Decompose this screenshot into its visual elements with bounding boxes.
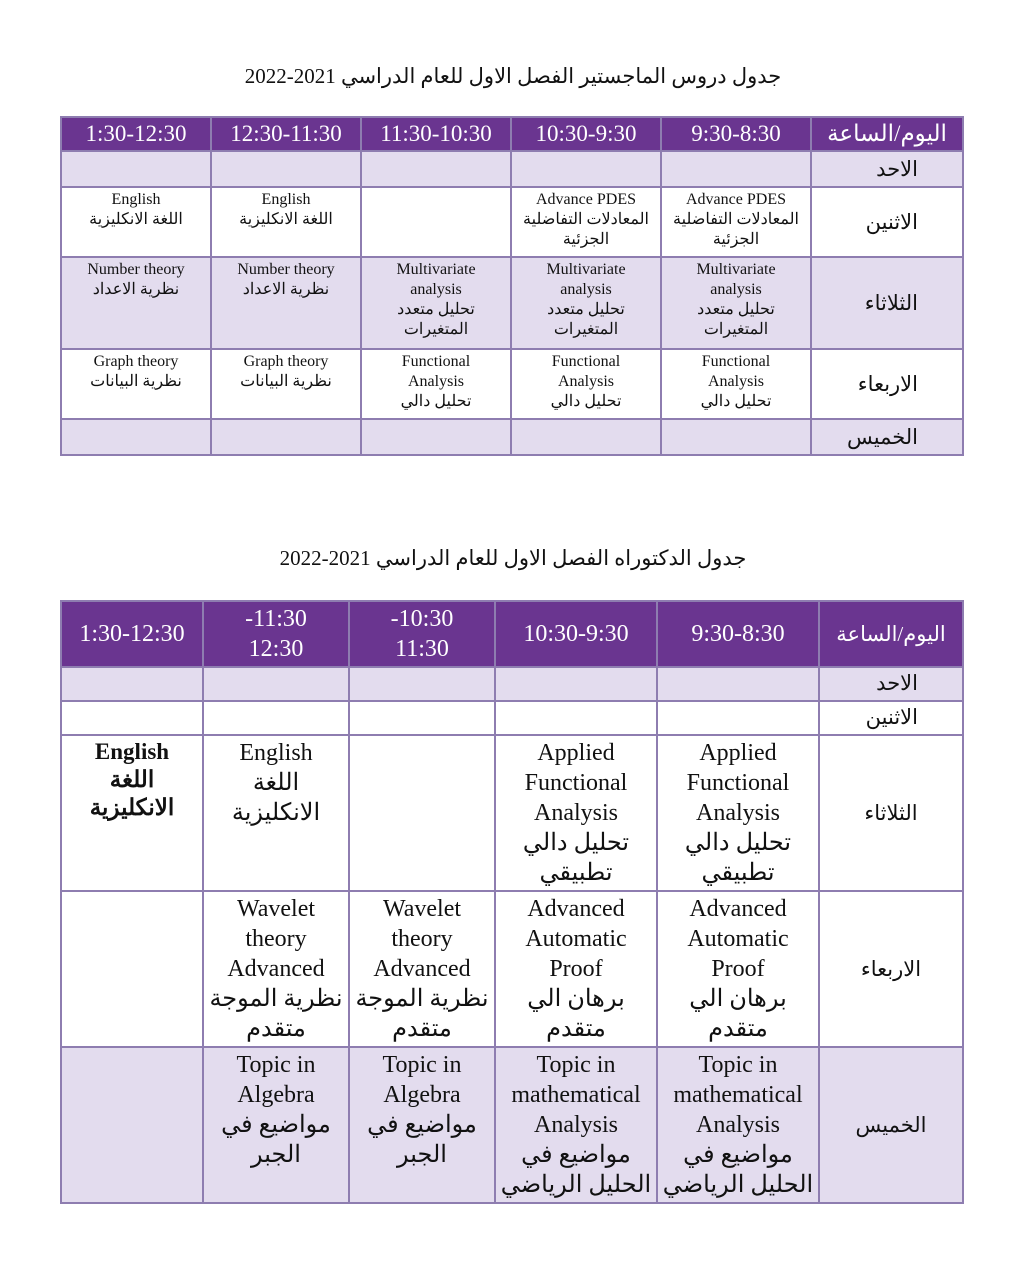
cell-line: Algebra xyxy=(383,1082,461,1108)
doctorate-schedule-table xyxy=(60,600,964,1204)
cell-line: Applied xyxy=(537,740,615,766)
cell-line: اللغة الانكليزية xyxy=(239,211,333,228)
empty-cell xyxy=(349,667,495,701)
table-row xyxy=(61,735,963,891)
cell-line: تطبيقي xyxy=(701,860,775,886)
course-cell xyxy=(495,735,657,891)
cell-line: برهان الي متقدم xyxy=(527,986,625,1042)
cell-line: theory xyxy=(391,926,453,952)
cell-line: متقدم xyxy=(392,1016,452,1042)
empty-cell xyxy=(657,667,819,701)
cell-line: Analysis xyxy=(534,800,618,826)
cell-line: Advance PDES xyxy=(536,191,636,208)
cell-line: Topic in xyxy=(236,1052,316,1078)
day-label: الاثنين xyxy=(819,701,963,735)
cell-line: Graph theory xyxy=(93,353,179,370)
header-time-slot xyxy=(61,601,203,667)
cell-line: متقدم xyxy=(246,1016,306,1042)
course-cell xyxy=(203,735,349,891)
header-time-slot: 9:30-8:30 xyxy=(661,117,811,151)
empty-cell xyxy=(349,701,495,735)
empty-cell xyxy=(511,419,661,455)
empty-cell xyxy=(61,151,211,187)
master-schedule-title: جدول دروس الماجستير الفصل الاول للعام الدراسي 2021-2022 xyxy=(244,64,782,88)
cell-line: اللغة xyxy=(109,767,155,792)
cell-line: Algebra xyxy=(237,1082,315,1108)
course-cell xyxy=(349,891,495,1047)
day-label: الثلاثاء xyxy=(811,257,963,349)
table-row xyxy=(61,257,963,349)
day-label: الاحد xyxy=(819,667,963,701)
course-cell xyxy=(657,891,819,1047)
cell-line: مواضيع في xyxy=(221,1112,331,1138)
cell-line: Graph theory xyxy=(243,353,329,370)
header-time-slot: 11:30-10:30 xyxy=(361,117,511,151)
empty-cell xyxy=(657,701,819,735)
table-row xyxy=(61,151,963,187)
cell-line: برهان الي متقدم xyxy=(689,986,787,1042)
empty-cell xyxy=(661,419,811,455)
header-line: 11:30 xyxy=(395,636,449,662)
course-cell xyxy=(657,735,819,891)
day-label: الثلاثاء xyxy=(819,735,963,891)
cell-line: Advanced xyxy=(527,896,625,922)
cell-line: Analysis xyxy=(708,373,764,390)
cell-line: mathematical xyxy=(673,1082,803,1108)
cell-line: theory xyxy=(245,926,307,952)
course-cell xyxy=(61,257,211,349)
cell-line: الحليل الرياضي xyxy=(500,1172,652,1198)
empty-cell xyxy=(495,701,657,735)
day-label: الاثنين xyxy=(811,187,963,257)
cell-line: Wavelet xyxy=(236,896,316,922)
table-row xyxy=(61,349,963,419)
course-cell xyxy=(361,349,511,419)
cell-line: mathematical xyxy=(511,1082,641,1108)
cell-line: نظرية الاعداد xyxy=(92,281,180,298)
header-line: -11:30 xyxy=(245,606,307,632)
course-cell xyxy=(657,1047,819,1203)
empty-cell xyxy=(61,891,203,1047)
empty-cell xyxy=(661,151,811,187)
table-row xyxy=(61,1047,963,1203)
empty-cell xyxy=(361,187,511,257)
empty-cell xyxy=(361,419,511,455)
course-cell xyxy=(349,1047,495,1203)
cell-line: Number theory xyxy=(237,261,335,278)
course-cell xyxy=(211,257,361,349)
empty-cell xyxy=(361,151,511,187)
day-label: الخميس xyxy=(811,419,963,455)
cell-line: تحليل دالي xyxy=(522,830,630,856)
header-time-slot xyxy=(203,601,349,667)
course-cell xyxy=(203,891,349,1047)
cell-line: نظرية الموجة xyxy=(209,986,343,1012)
cell-line: English xyxy=(239,740,313,766)
course-cell xyxy=(361,257,511,349)
cell-line: Multivariate xyxy=(696,261,776,278)
course-cell xyxy=(511,257,661,349)
cell-line: Functional xyxy=(401,353,471,370)
empty-cell xyxy=(211,419,361,455)
header-line: 9:30-8:30 xyxy=(691,621,785,647)
cell-line: English xyxy=(261,191,311,208)
cell-line: الجبر xyxy=(251,1142,301,1168)
empty-cell xyxy=(61,419,211,455)
cell-line: Automatic xyxy=(525,926,627,952)
header-time-slot: 1:30-12:30 xyxy=(61,117,211,151)
course-cell xyxy=(61,349,211,419)
day-label: الاربعاء xyxy=(819,891,963,1047)
course-cell xyxy=(203,1047,349,1203)
cell-line: Functional xyxy=(524,770,628,796)
cell-line: Topic in xyxy=(698,1052,778,1078)
cell-line: Automatic xyxy=(687,926,789,952)
doctorate-schedule-title: جدول الدكتوراه الفصل الاول للعام الدراسي 2021-2022 xyxy=(279,546,747,570)
course-cell xyxy=(61,187,211,257)
day-label: الاربعاء xyxy=(811,349,963,419)
cell-line: نظرية الاعداد xyxy=(242,281,330,298)
cell-line: English xyxy=(94,739,170,764)
empty-cell xyxy=(203,667,349,701)
cell-line: Advanced xyxy=(689,896,787,922)
empty-cell xyxy=(349,735,495,891)
cell-line: المتغيرات xyxy=(703,321,769,338)
course-cell xyxy=(495,891,657,1047)
cell-line: Wavelet xyxy=(382,896,462,922)
cell-line: Advanced xyxy=(373,956,471,982)
cell-line: Analysis xyxy=(558,373,614,390)
header-row xyxy=(61,601,963,667)
cell-line: اللغة الانكليزية xyxy=(89,211,183,228)
cell-line: Topic in xyxy=(382,1052,462,1078)
master-schedule-table xyxy=(60,116,964,456)
header-day-time xyxy=(819,601,963,667)
header-time-slot xyxy=(349,601,495,667)
cell-line: المتغيرات xyxy=(403,321,469,338)
cell-line: analysis xyxy=(710,281,762,298)
cell-line: تحليل دالي xyxy=(684,830,792,856)
cell-line: المعادلات التفاضلية xyxy=(673,211,799,228)
cell-line: تحليل دالي xyxy=(400,393,472,410)
cell-line: مواضيع في xyxy=(683,1142,793,1168)
cell-line: مواضيع في xyxy=(367,1112,477,1138)
cell-line: Multivariate xyxy=(396,261,476,278)
table-row xyxy=(61,667,963,701)
course-cell xyxy=(661,257,811,349)
header-time-slot: 12:30-11:30 xyxy=(211,117,361,151)
cell-line: Analysis xyxy=(696,800,780,826)
cell-line: English xyxy=(111,191,161,208)
cell-line: analysis xyxy=(410,281,462,298)
header-day-time: اليوم/الساعة xyxy=(811,117,963,151)
cell-line: Analysis xyxy=(408,373,464,390)
course-cell xyxy=(511,187,661,257)
cell-line: Multivariate xyxy=(546,261,626,278)
header-time-slot: 10:30-9:30 xyxy=(511,117,661,151)
cell-line: مواضيع في xyxy=(521,1142,631,1168)
cell-line: Advanced xyxy=(227,956,325,982)
cell-line: تحليل متعدد xyxy=(397,301,475,318)
empty-cell xyxy=(61,1047,203,1203)
cell-line: الانكليزية xyxy=(89,795,175,820)
cell-line: Analysis xyxy=(534,1112,618,1138)
cell-line: الجبر xyxy=(397,1142,447,1168)
day-label: الاحد xyxy=(811,151,963,187)
table-row xyxy=(61,419,963,455)
cell-line: نظرية البيانات xyxy=(90,373,182,390)
cell-line: تحليل دالي xyxy=(700,393,772,410)
table-row xyxy=(61,187,963,257)
header-line: اليوم/الساعة xyxy=(836,622,946,646)
header-line: -10:30 xyxy=(390,606,454,632)
header-line: 1:30-12:30 xyxy=(79,621,185,647)
cell-line: Functional xyxy=(551,353,621,370)
header-time-slot xyxy=(657,601,819,667)
cell-line: نظرية البيانات xyxy=(240,373,332,390)
course-cell xyxy=(211,349,361,419)
cell-line: تحليل دالي xyxy=(550,393,622,410)
empty-cell xyxy=(203,701,349,735)
course-cell xyxy=(661,187,811,257)
cell-line: Topic in xyxy=(536,1052,616,1078)
cell-line: تحليل متعدد xyxy=(547,301,625,318)
header-line: 12:30 xyxy=(248,636,304,662)
day-label: الخميس xyxy=(819,1047,963,1203)
cell-line: الجزئية xyxy=(562,231,610,248)
cell-line: نظرية الموجة xyxy=(355,986,489,1012)
header-line: 10:30-9:30 xyxy=(523,621,629,647)
empty-cell xyxy=(511,151,661,187)
empty-cell xyxy=(211,151,361,187)
cell-line: Proof xyxy=(711,956,765,982)
course-cell xyxy=(661,349,811,419)
cell-line: Functional xyxy=(686,770,790,796)
cell-line: Proof xyxy=(549,956,603,982)
empty-cell xyxy=(495,667,657,701)
cell-line: المتغيرات xyxy=(553,321,619,338)
cell-line: الجزئية xyxy=(712,231,760,248)
course-cell xyxy=(495,1047,657,1203)
cell-line: Number theory xyxy=(87,261,185,278)
course-cell xyxy=(511,349,661,419)
cell-line: Advance PDES xyxy=(686,191,786,208)
cell-line: اللغة الانكليزية xyxy=(231,770,321,826)
cell-line: analysis xyxy=(560,281,612,298)
table-row xyxy=(61,701,963,735)
cell-line: Analysis xyxy=(696,1112,780,1138)
empty-cell xyxy=(61,701,203,735)
cell-line: المعادلات التفاضلية xyxy=(523,211,649,228)
cell-line: الحليل الرياضي xyxy=(662,1172,814,1198)
cell-line: تحليل متعدد xyxy=(697,301,775,318)
course-cell xyxy=(211,187,361,257)
course-cell xyxy=(61,735,203,891)
header-time-slot xyxy=(495,601,657,667)
cell-line: تطبيقي xyxy=(539,860,613,886)
header-row xyxy=(61,117,963,151)
table-row xyxy=(61,891,963,1047)
empty-cell xyxy=(61,667,203,701)
cell-line: Applied xyxy=(699,740,777,766)
cell-line: Functional xyxy=(701,353,771,370)
